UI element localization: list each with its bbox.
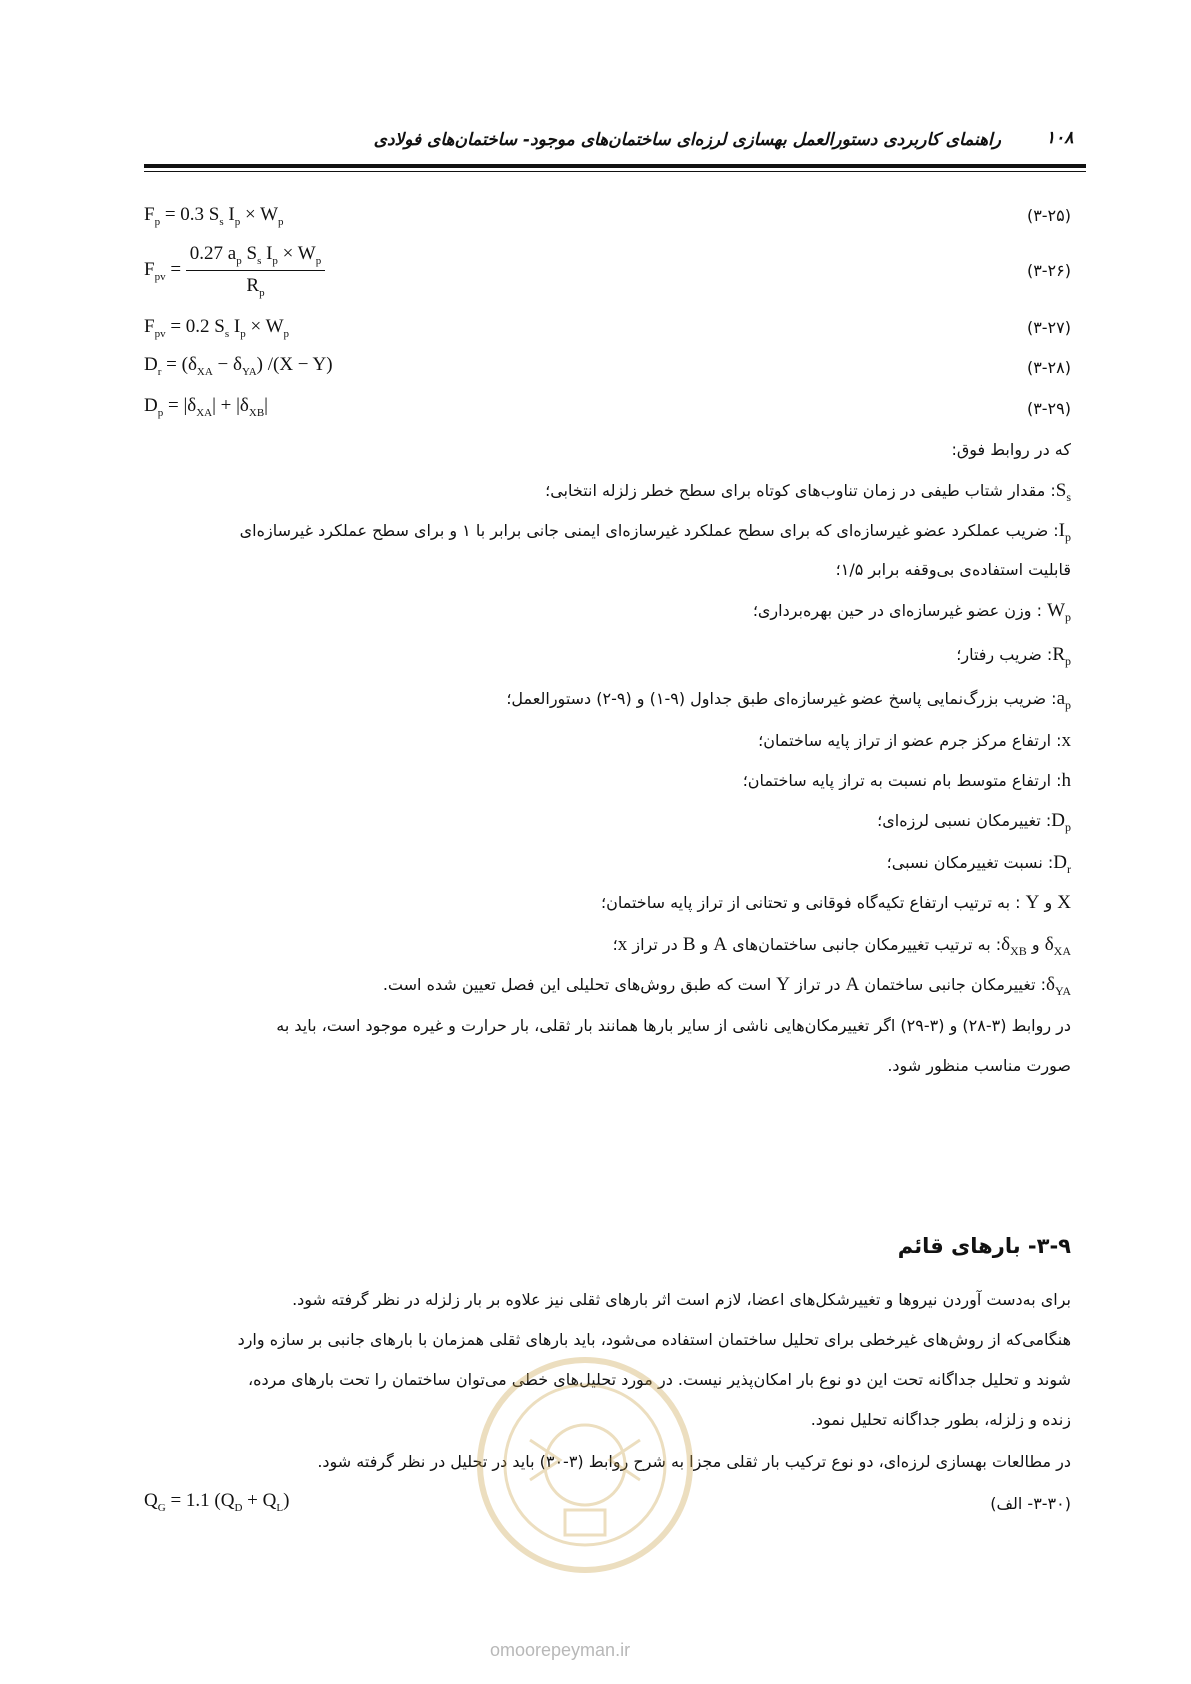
equation-3-27: $F_{pv} = 0.2$ $S_s$ $I_p \times W_p$ — [144, 316, 290, 340]
paragraph-gravity-loads-l3: شوند و تحلیل جداگانه تحت این دو نوع بار امکان‌پذیر نیست. در مورد تحلیل‌های خطی می‌توان ساختمان را تحت بارهای مرده، — [247, 1370, 1071, 1389]
definition-Wp: $W_p$ : وزن عضو غیرسازه‌ای در حین بهره‌برداری؛ — [752, 600, 1071, 624]
equation-number: (۳-۳۰- الف) — [990, 1494, 1071, 1513]
definition-dYA: $\delta_{YA}$: تغییرمکان جانبی ساختمان A در تراز Y است که طبق روش‌های تحلیلی این فصل تعیین شده است. — [382, 974, 1071, 998]
equation-number: (۳-۲۹) — [1026, 399, 1071, 418]
definition-Dp: $D_p$: تغییرمکان نسبی لرزه‌ای؛ — [877, 810, 1071, 834]
definition-Ss: $S_s$: مقدار شتاب طیفی در زمان تناوب‌های کوتاه برای سطح خطر زلزله انتخابی؛ — [545, 480, 1071, 504]
paragraph-load-combinations: در مطالعات بهسازی لرزه‌ای، دو نوع ترکیب بار ثقلی مجزا به شرح روابط (۳-۳۰) باید در تحلیل در نظر گرفته شود. — [317, 1452, 1071, 1471]
definition-Dr: $D_r$: نسبت تغییرمکان نسبی؛ — [886, 852, 1071, 876]
where-intro: که در روابط فوق: — [951, 440, 1071, 459]
paragraph-displacement-note-cont: صورت مناسب منظور شود. — [887, 1056, 1071, 1075]
running-header-title: راهنمای کاربردی دستورالعمل بهسازی لرزه‌ای ساختمان‌های موجود- ساختمان‌های فولادی — [373, 130, 1001, 150]
page-number: ۱۰۸ — [1046, 128, 1074, 148]
definition-X-Y: X و Y : به ترتیب ارتفاع تکیه‌گاه فوقانی و تحتانی از تراز پایه ساختمان؛ — [601, 892, 1071, 913]
header-rule-thin — [144, 171, 1086, 172]
equation-3-25: $F_p = 0.3$ $S_s$ $I_p \times W_p$ — [144, 204, 284, 228]
paragraph-gravity-loads-l1: برای به‌دست آوردن نیروها و تغییرشکل‌های اعضا، لازم است اثر بارهای ثقلی نیز علاوه بر بار زلزله در نظر گرفته شود. — [292, 1290, 1071, 1309]
paragraph-displacement-note: در روابط (۳-۲۸) و (۳-۲۹) اگر تغییرمکان‌هایی ناشی از سایر بارها همانند بار ثقلی، بار حرارت و غیره موجود است، باید به — [276, 1016, 1071, 1035]
definition-Ip: $I_p$: ضریب عملکرد عضو غیرسازه‌ای که برای سطح عملکرد غیرسازه‌ای ایمنی جانی برابر با ۱ و برای سطح عملکرد غیرسازه‌ای — [239, 520, 1071, 544]
equation-number: (۳-۲۷) — [1026, 318, 1071, 337]
definition-dXA-dXB: $\delta_{XA}$ و $\delta_{XB}$: به ترتیب تغییرمکان جانبی ساختمان‌های A و B در تراز x؛ — [612, 934, 1071, 958]
definition-Rp: $R_p$: ضریب رفتار؛ — [956, 644, 1071, 668]
watermark-seal-icon — [470, 1350, 700, 1580]
definition-ap: $a_p$: ضریب بزرگ‌نمایی پاسخ عضو غیرسازه‌ای طبق جداول (۹-۱) و (۹-۲) دستورالعمل؛ — [506, 688, 1071, 712]
equation-3-29: $D_p = |\delta_{XA}| + |\delta_{XB}|$ — [144, 395, 268, 419]
paragraph-gravity-loads-l4: زنده و زلزله، بطور جداگانه تحلیل نمود. — [810, 1410, 1071, 1429]
paragraph-gravity-loads-l2: هنگامی‌که از روش‌های غیرخطی برای تحلیل ساختمان استفاده می‌شود، باید بارهای ثقلی همزمان با بارهای جانبی بر سازه وارد — [237, 1330, 1071, 1349]
section-heading: ۳-۹- بارهای قائم — [897, 1234, 1071, 1258]
equation-number: (۳-۲۵) — [1026, 206, 1071, 225]
watermark-url: omoorepeyman.ir — [490, 1640, 631, 1660]
header-rule — [144, 164, 1086, 168]
definition-x: x: ارتفاع مرکز جرم عضو از تراز پایه ساختمان؛ — [758, 730, 1071, 751]
definition-h: h: ارتفاع متوسط بام نسبت به تراز پایه ساختمان؛ — [742, 770, 1071, 791]
equation-3-28: $D_r = (\delta_{XA} - \delta_{YA}) /(X - Y)$ — [144, 354, 333, 378]
equation-3-26: $F_{pv}$ = $\frac{0.27 a_p S_s I_p \times W_p}{R_p}$ — [144, 243, 325, 299]
equation-number: (۳-۲۸) — [1026, 358, 1071, 377]
equation-3-30a: $Q_G = 1.1$ $(Q_D + Q_L)$ — [144, 1490, 290, 1514]
definition-Ip-cont: قابلیت استفاده‌ی بی‌وقفه برابر ۱/۵؛ — [835, 560, 1071, 579]
equation-number: (۳-۲۶) — [1026, 261, 1071, 280]
